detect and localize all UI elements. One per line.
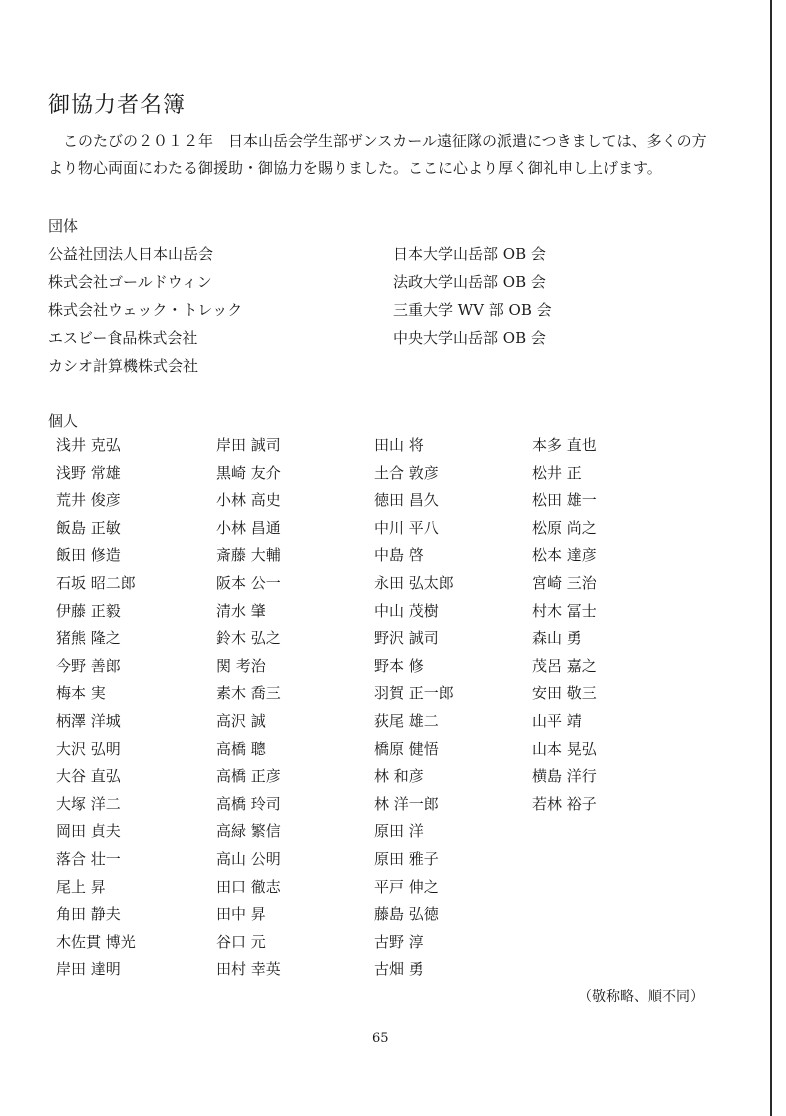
individuals-column-1 xyxy=(56,432,136,984)
person-name: 茂呂 嘉之 xyxy=(532,656,597,675)
person-name: 伊藤 正毅 xyxy=(56,601,121,620)
person-name: 大塚 洋二 xyxy=(56,794,121,813)
person-name: 古畑 勇 xyxy=(374,960,424,979)
person-name: 松本 達彦 xyxy=(532,546,597,565)
person-name: 猪熊 隆之 xyxy=(56,629,121,648)
person-name: 橋原 健悟 xyxy=(374,739,439,758)
organization-item: 日本大学山岳部 OB 会 xyxy=(393,245,546,263)
person-name: 本多 直也 xyxy=(532,436,597,454)
person-name: 高橋 玲司 xyxy=(216,794,281,813)
page-title: 御協力者名簿 xyxy=(48,93,187,118)
person-name: 土合 敦彦 xyxy=(374,463,439,482)
person-name: 阪本 公一 xyxy=(216,573,281,592)
person-name: 林 和彦 xyxy=(374,767,424,786)
organizations-left-list xyxy=(48,240,242,380)
person-name: 鈴木 弘之 xyxy=(216,629,281,648)
organization-item: エスビー食品株式会社 xyxy=(48,329,198,347)
person-name: 平戸 伸之 xyxy=(374,877,439,896)
person-name: 松井 正 xyxy=(532,463,582,482)
person-name: 永田 弘太郎 xyxy=(374,573,454,592)
person-name: 村木 冨士 xyxy=(532,601,597,620)
person-name: 宮崎 三治 xyxy=(532,573,597,592)
organization-item: 中央大学山岳部 OB 会 xyxy=(393,329,546,347)
person-name: 松原 尚之 xyxy=(532,518,597,537)
person-name: 安田 敬三 xyxy=(532,684,597,703)
person-name: 斎藤 大輔 xyxy=(216,546,281,565)
individuals-column-4 xyxy=(532,432,597,818)
person-name: 原田 洋 xyxy=(374,822,424,841)
organization-item: 三重大学 WV 部 OB 会 xyxy=(393,301,552,319)
person-name: 大沢 弘明 xyxy=(56,739,121,758)
individuals-heading: 個人 xyxy=(48,412,79,430)
person-name: 森山 勇 xyxy=(532,629,582,648)
person-name: 田村 幸英 xyxy=(216,960,281,979)
person-name: 浅野 常雄 xyxy=(56,463,121,482)
person-name: 尾上 昇 xyxy=(56,877,106,896)
individuals-column-2 xyxy=(216,432,281,984)
person-name: 小林 昌通 xyxy=(216,518,281,537)
individuals-column-3 xyxy=(374,432,454,984)
person-name: 浅井 克弘 xyxy=(56,436,121,454)
person-name: 高山 公明 xyxy=(216,849,281,868)
intro-text: このたびの２０１２年 日本山岳会学生部ザンスカール遠征隊の派遣につきましては、多くの方より物心両面にわたる御援助・御協力を賜りました。ここに心より厚く御礼申し上げます。 xyxy=(48,132,707,177)
person-name: 木佐貫 博光 xyxy=(56,932,136,951)
person-name: 野本 修 xyxy=(374,656,424,675)
person-name: 高沢 誠 xyxy=(216,711,266,730)
person-name: 藤島 弘徳 xyxy=(374,905,439,924)
intro-paragraph xyxy=(48,128,708,182)
person-name: 若林 裕子 xyxy=(532,794,597,813)
person-name: 野沢 誠司 xyxy=(374,629,439,648)
person-name: 徳田 昌久 xyxy=(374,491,439,510)
person-name: 今野 善郎 xyxy=(56,656,121,675)
person-name: 石坂 昭二郎 xyxy=(56,573,136,592)
person-name: 清水 肇 xyxy=(216,601,266,620)
person-name: 柄澤 洋城 xyxy=(56,711,121,730)
person-name: 山本 晃弘 xyxy=(532,739,597,758)
person-name: 田口 徹志 xyxy=(216,877,281,896)
person-name: 荻尾 雄二 xyxy=(374,711,439,730)
person-name: 中島 啓 xyxy=(374,546,424,565)
organization-item: カシオ計算機株式会社 xyxy=(48,357,199,375)
organizations-heading: 団体 xyxy=(48,217,79,235)
person-name: 羽賀 正一郎 xyxy=(374,684,454,703)
organization-item: 公益社団法人日本山岳会 xyxy=(48,245,214,263)
person-name: 林 洋一郎 xyxy=(374,794,439,813)
person-name: 荒井 俊彦 xyxy=(56,491,121,510)
person-name: 岸田 達明 xyxy=(56,960,121,979)
person-name: 山平 靖 xyxy=(532,711,582,730)
page-number: 65 xyxy=(372,1031,389,1046)
person-name: 関 考治 xyxy=(216,656,266,675)
page-edge-line xyxy=(770,0,772,1116)
person-name: 原田 雅子 xyxy=(374,849,439,868)
person-name: 落合 壮一 xyxy=(56,849,121,868)
person-name: 素木 喬三 xyxy=(216,684,281,703)
person-name: 谷口 元 xyxy=(216,932,266,951)
person-name: 黒崎 友介 xyxy=(216,463,281,482)
person-name: 高緑 繁信 xyxy=(216,822,281,841)
organizations-right-list xyxy=(393,240,552,352)
person-name: 横島 洋行 xyxy=(532,767,597,786)
organization-item: 法政大学山岳部 OB 会 xyxy=(393,273,546,291)
person-name: 田山 将 xyxy=(374,436,424,454)
person-name: 岡田 貞夫 xyxy=(56,822,121,841)
person-name: 角田 静夫 xyxy=(56,905,121,924)
person-name: 高橋 聰 xyxy=(216,739,266,758)
person-name: 大谷 直弘 xyxy=(56,767,121,786)
person-name: 松田 雄一 xyxy=(532,491,597,510)
person-name: 中川 平八 xyxy=(374,518,439,537)
person-name: 高橋 正彦 xyxy=(216,767,281,786)
organization-item: 株式会社ゴールドウィン xyxy=(48,273,212,291)
person-name: 飯田 修造 xyxy=(56,546,121,565)
person-name: 飯島 正敏 xyxy=(56,518,121,537)
person-name: 古野 淳 xyxy=(374,932,424,951)
person-name: 小林 高史 xyxy=(216,491,281,510)
organization-item: 株式会社ウェック・トレック xyxy=(48,301,243,319)
person-name: 岸田 誠司 xyxy=(216,436,281,454)
honorifics-note: （敬称略、順不同） xyxy=(578,989,704,1005)
person-name: 梅本 実 xyxy=(56,684,106,703)
person-name: 田中 昇 xyxy=(216,905,266,924)
person-name: 中山 茂樹 xyxy=(374,601,439,620)
